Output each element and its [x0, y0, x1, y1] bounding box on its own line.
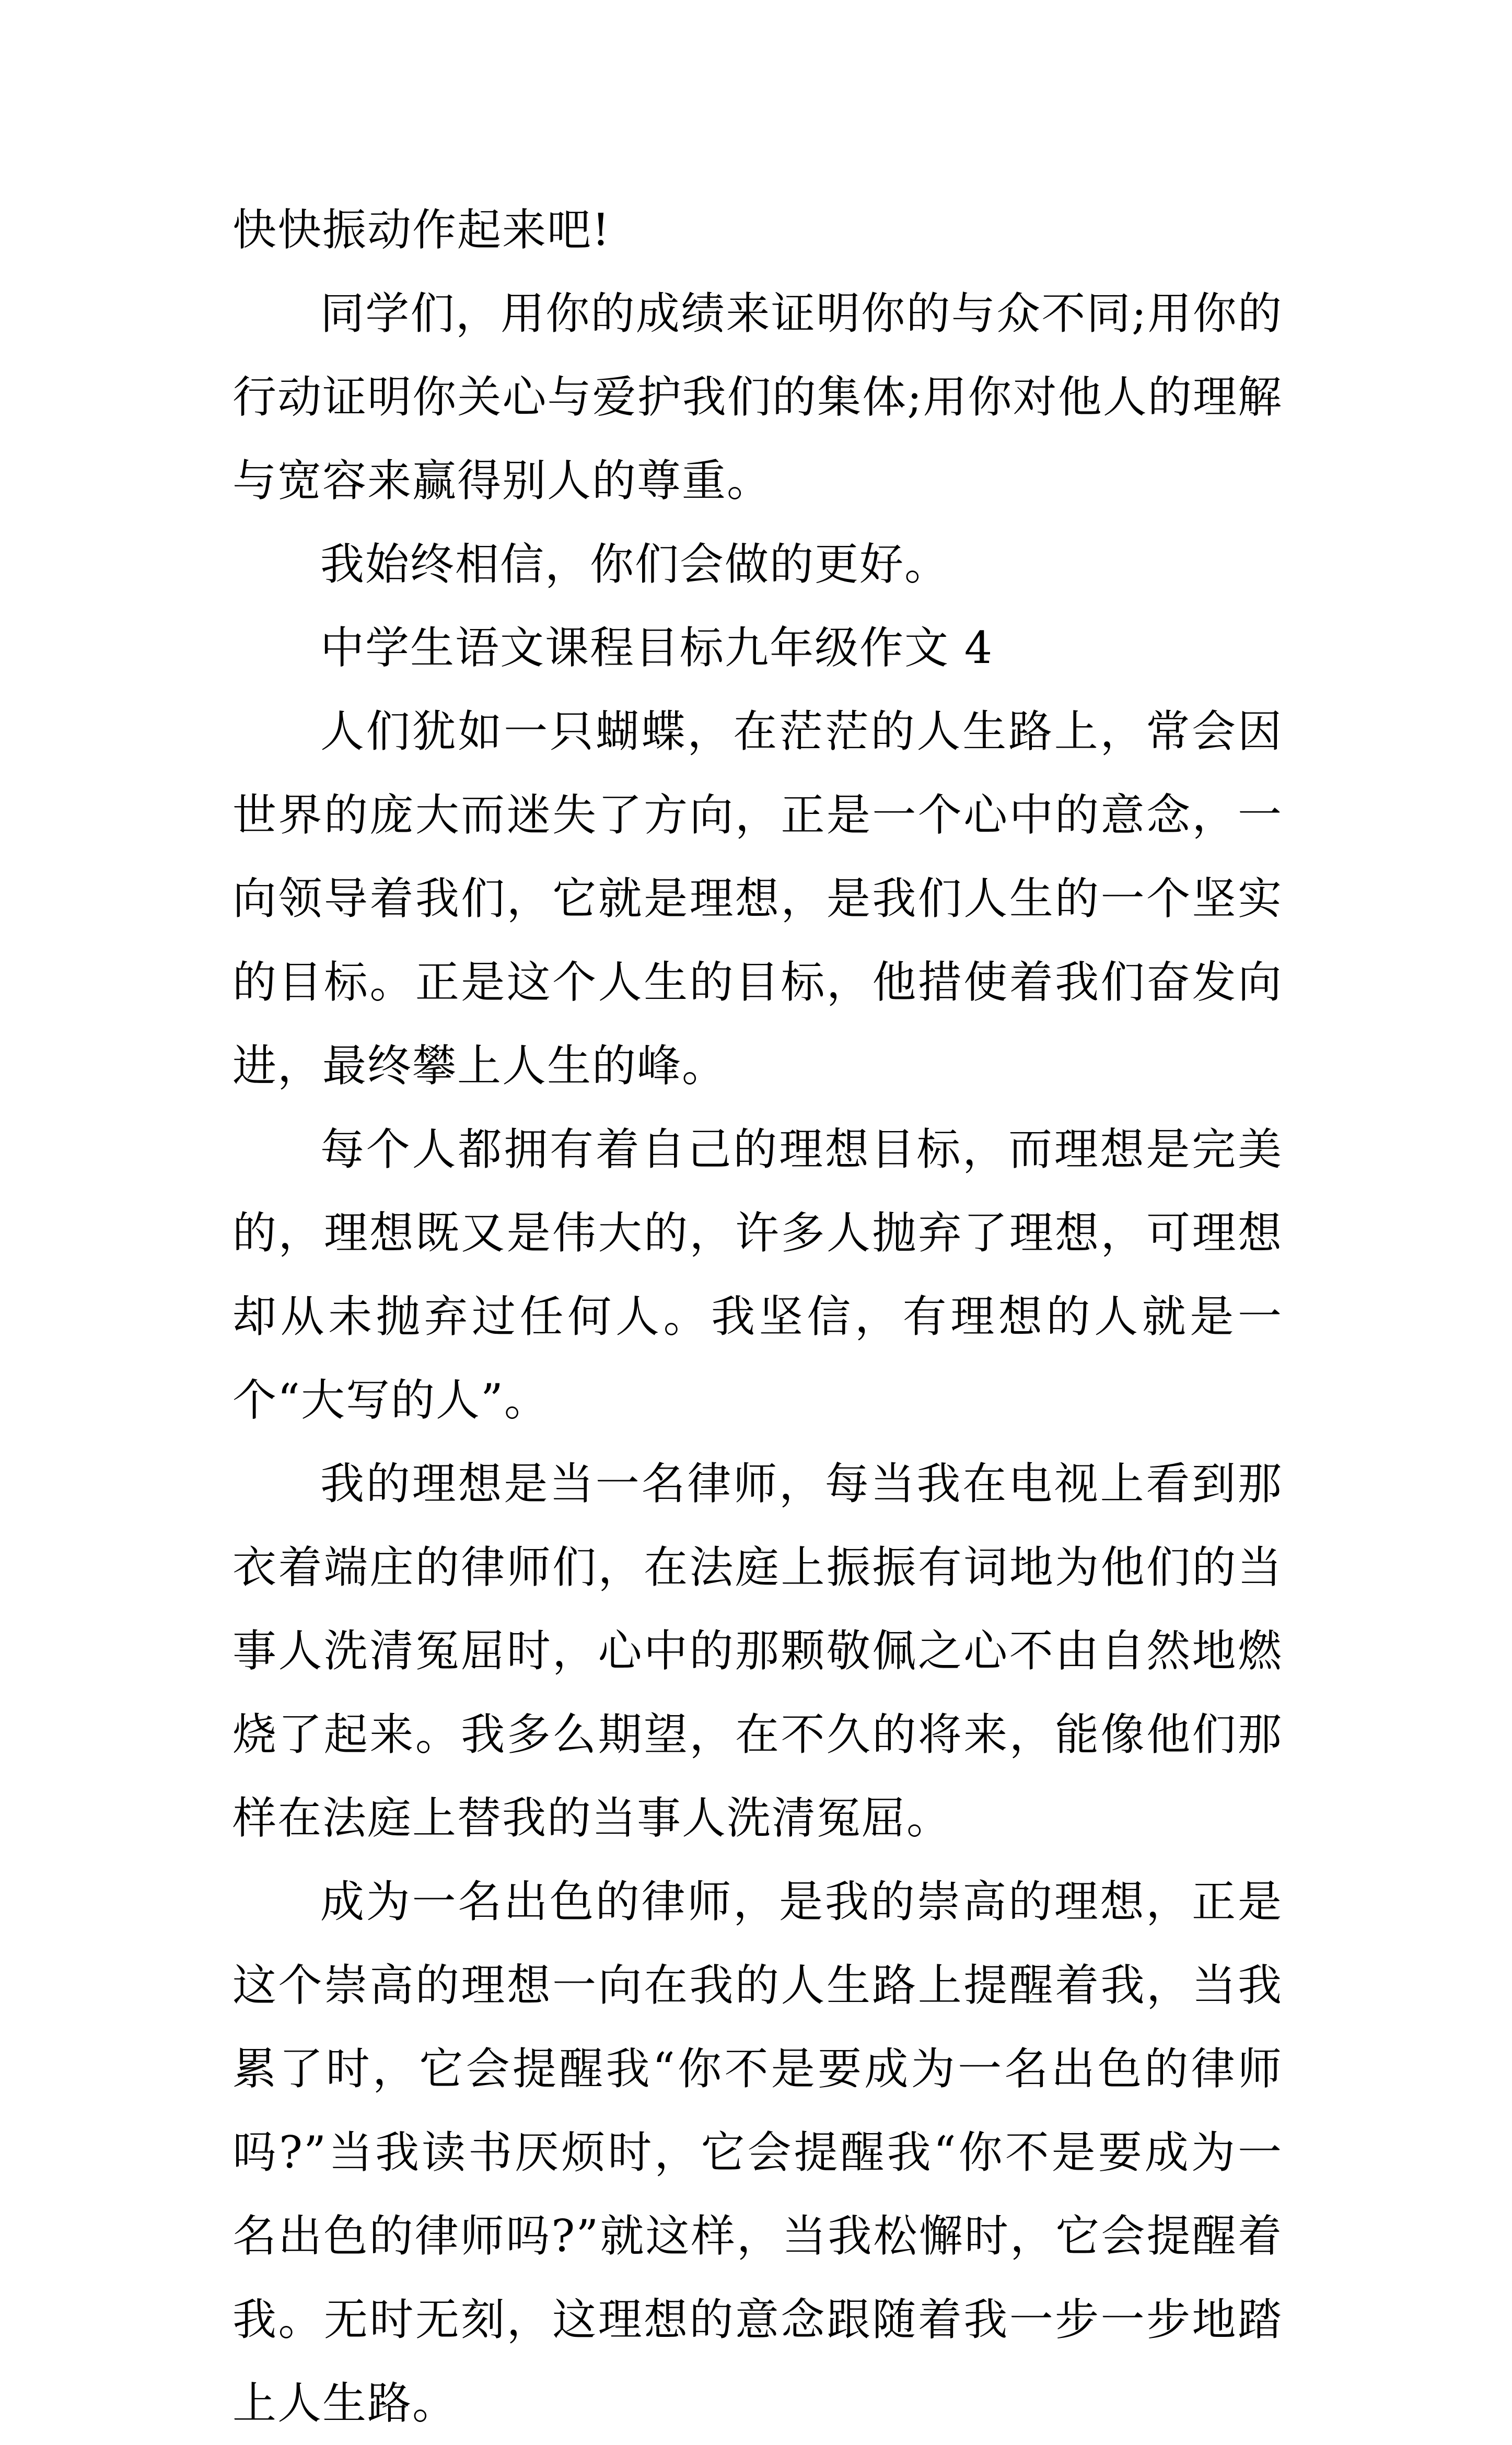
paragraph-5: 人们犹如一只蝴蝶，在茫茫的人生路上，常会因世界的庞大而迷失了方向，正是一个心中的意念，一向领导着我们，它就是理想，是我们人生的一个坚实的目标。正是这个人生的目标，他措使着我们奋发向进，最终攀上人生的峰。	[232, 706, 1283, 1091]
paragraph-2: 同学们，用你的成绩来证明你的与众不同;用你的行动证明你关心与爱护我们的集体;用你对他人的理解与宽容来赢得别人的尊重。	[232, 288, 1283, 506]
paragraph-6: 每个人都拥有着自己的理想目标，而理想是完美的，理想既又是伟大的，许多人抛弃了理想，可理想却从未抛弃过任何人。我坚信，有理想的人就是一个“大写的人”。	[232, 1124, 1283, 1426]
paragraph-7: 我的理想是当一名律师，每当我在电视上看到那衣着端庄的律师们，在法庭上振振有词地为他们的当事人洗清冤屈时，心中的那颗敬佩之心不由自然地燃烧了起来。我多么期望，在不久的将来，能像他们那样在法庭上替我的当事人洗清冤屈。	[232, 1458, 1283, 1844]
paragraph-8: 成为一名出色的律师，是我的崇高的理想，正是这个崇高的理想一向在我的人生路上提醒着我，当我累了时，它会提醒我“你不是要成为一名出色的律师吗?”当我读书厌烦时，它会提醒我“你不是要成为一名出色的律师吗?”就这样，当我松懈时，它会提醒着我。无时无刻，这理想的意念跟随着我一步一步地踏上人生路。	[232, 1876, 1283, 2429]
paragraph-1: 快快振动作起来吧!	[232, 204, 611, 255]
paragraph-3: 我始终相信，你们会做的更好。	[320, 539, 950, 590]
document-page	[232, 188, 1283, 2445]
section-heading: 中学生语文课程目标九年级作文 4	[320, 622, 994, 673]
